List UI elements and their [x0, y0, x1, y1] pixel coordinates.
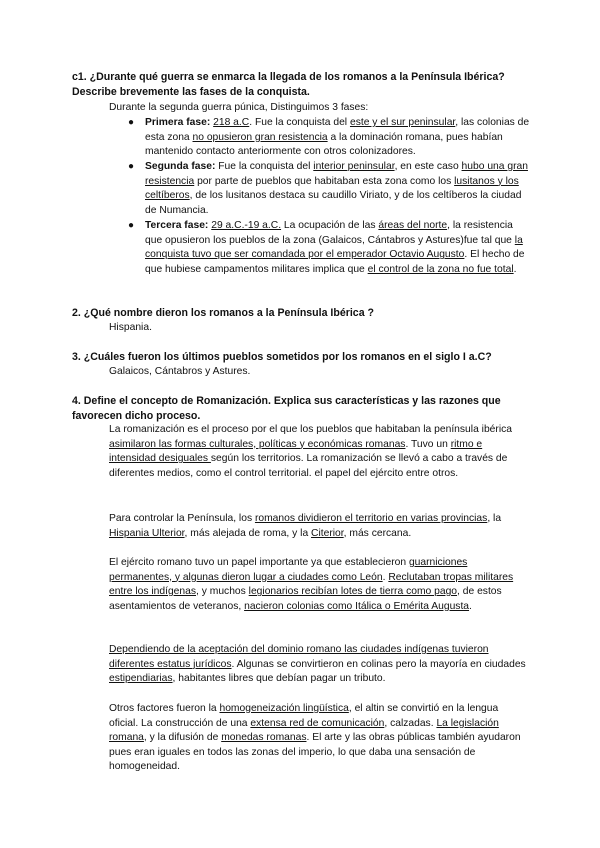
underlined-text: guarniciones permanentes, y algunas dieron lugar a ciudades como León: [109, 557, 468, 583]
text-segment: . El hecho de que hubiese campamentos militares implica que: [145, 249, 525, 275]
bullet-icon: ●: [128, 161, 135, 172]
text-segment: , y muchos: [196, 586, 249, 598]
underlined-text: nacieron colonias como Itálica o Emérita Augusta: [244, 600, 470, 612]
underlined-text: no opusieron gran resistencia: [192, 131, 328, 143]
text-segment: , la: [487, 513, 502, 524]
underlined-text: interior peninsular: [313, 161, 395, 172]
phase-label: Tercera fase:: [145, 220, 209, 231]
text-segment: Para controlar la Península, los: [109, 513, 255, 524]
text-segment: , las colonias de esta zona: [145, 117, 530, 143]
underlined-text: 218 a.C: [213, 117, 250, 128]
question-3-title: 3. ¿Cuáles fueron los últimos pueblos sometidos por los romanos en el siglo I a.C?: [72, 351, 492, 363]
text-segment: El ejército romano tuvo un papel importante ya que establecieron: [109, 557, 409, 568]
text-segment: , de los lusitanos destaca su caudillo Viriato, y de los celtíberos la ciudad de Numancia.: [145, 190, 522, 216]
phase-label: Segunda fase:: [145, 161, 216, 172]
text-segment: , en este caso: [394, 161, 462, 172]
question-2-title: 2. ¿Qué nombre dieron los romanos a la Península Ibérica ?: [72, 307, 374, 319]
phase-item: [128, 219, 531, 277]
underlined-text: lusitanos y los celtíberos: [145, 175, 519, 202]
underlined-text: ritmo e intensidad desiguales: [109, 438, 483, 465]
text-segment: .: [469, 600, 472, 612]
text-segment: .: [513, 263, 517, 275]
underlined-text: estipendiarias: [109, 673, 173, 685]
bullet-icon: ●: [128, 117, 135, 128]
text-segment: , más alejada de roma, y la: [184, 527, 312, 539]
text-segment: , la resistencia que opusieron los pueblos de la zona (Galaicos, Cántabros y Astures)fue tal que: [145, 220, 515, 246]
text-segment: , y la difusión de: [143, 732, 222, 744]
underlined-text: La legislación romana: [109, 717, 499, 744]
text-segment: , habitantes libres que debían pagar un tributo.: [172, 673, 386, 685]
text-segment: , más cercana.: [343, 527, 412, 539]
text-segment: La romanización es el proceso por el que los pueblos que habitaban la península ibérica: [109, 424, 512, 435]
paragraph: [109, 556, 529, 614]
underlined-text: legionarios recibían lotes de tierra como pago: [248, 586, 458, 598]
text-segment: .: [382, 571, 389, 583]
question-1-title: c1. ¿Durante qué guerra se enmarca la llegada de los romanos a la Península Ibérica? Describe brevemente las fases de la conquista.: [72, 71, 505, 98]
text-segment: según los territorios. La romanización se llevó a cabo a través de diferentes medios, como el control territorial. el papel del ejército entre otros.: [109, 453, 508, 479]
underlined-text: áreas del norte: [378, 220, 448, 231]
underlined-text: Dependiendo de la aceptación del dominio romano las ciudades indígenas tuvieron diferentes estatus jurídicos: [109, 644, 489, 670]
paragraph: [109, 423, 529, 481]
text-segment: , de estos asentamientos de veteranos,: [109, 586, 502, 612]
text-segment: . Algunas se convirtieron en colinas pero la mayoría en ciudades: [231, 658, 526, 670]
bullet-icon: ●: [128, 220, 135, 231]
paragraph: [109, 512, 529, 541]
underlined-text: la conquista tuvo que ser comandada por el emperador Octavio Augusto: [145, 234, 523, 261]
phase-item: [128, 160, 531, 218]
underlined-text: el control de la zona no fue total: [367, 263, 514, 275]
question-3-answer: Galaicos, Cántabros y Astures.: [109, 366, 251, 377]
underlined-text: hubo una gran resistencia: [145, 161, 528, 187]
text-segment: Fue la conquista del: [215, 161, 314, 172]
question-1-intro: Durante la segunda guerra púnica, Distinguimos 3 fases:: [109, 102, 369, 113]
text-segment: . El arte y las obras públicas también ayudaron pues eran iguales en todos las zonas del imperio, lo que daba una sensación de homogeneidad.: [109, 732, 521, 773]
underlined-text: monedas romanas: [221, 732, 307, 744]
text-segment: por parte de pueblos que habitaban esta zona como los: [194, 175, 455, 187]
underlined-text: Citerior: [311, 527, 344, 539]
text-segment: . Tuvo un: [405, 438, 451, 450]
text-segment: La ocupación de las: [281, 220, 379, 231]
underlined-text: romanos dividieron el territorio en varias provincias: [254, 513, 488, 524]
underlined-text: Hispania Ulterior: [109, 527, 185, 539]
underlined-text: 29 a.C.-19 a.C.: [211, 220, 282, 231]
underlined-text: este y el sur peninsular: [349, 117, 456, 128]
text-segment: a la dominación romana, pues habían mantenido contacto anteriormente con otros colonizadores.: [145, 131, 503, 158]
phase-label: Primera fase:: [145, 117, 211, 128]
question-4-title: 4. Define el concepto de Romanización. Explica sus características y las razones que favorecen dicho proceso.: [72, 395, 501, 422]
text-segment: . Fue la conquista del: [249, 117, 350, 128]
text-segment: , calzadas.: [384, 717, 437, 729]
phase-item: [128, 116, 531, 160]
question-2-answer: Hispania.: [109, 322, 152, 333]
underlined-text: asimilaron las formas culturales, políticas y económicas romanas: [109, 438, 406, 450]
underlined-text: homogeneización lingüística: [219, 703, 349, 714]
text-segment: , el altin se convirtió en la lengua oficial. La construcción de una: [109, 703, 499, 729]
underlined-text: Reclutaban tropas militares entre los indígenas: [109, 571, 514, 598]
text-segment: Otros factores fueron la: [109, 703, 220, 714]
paragraph: [109, 702, 529, 775]
underlined-text: extensa red de comunicación: [250, 717, 385, 729]
paragraph: [109, 643, 529, 687]
